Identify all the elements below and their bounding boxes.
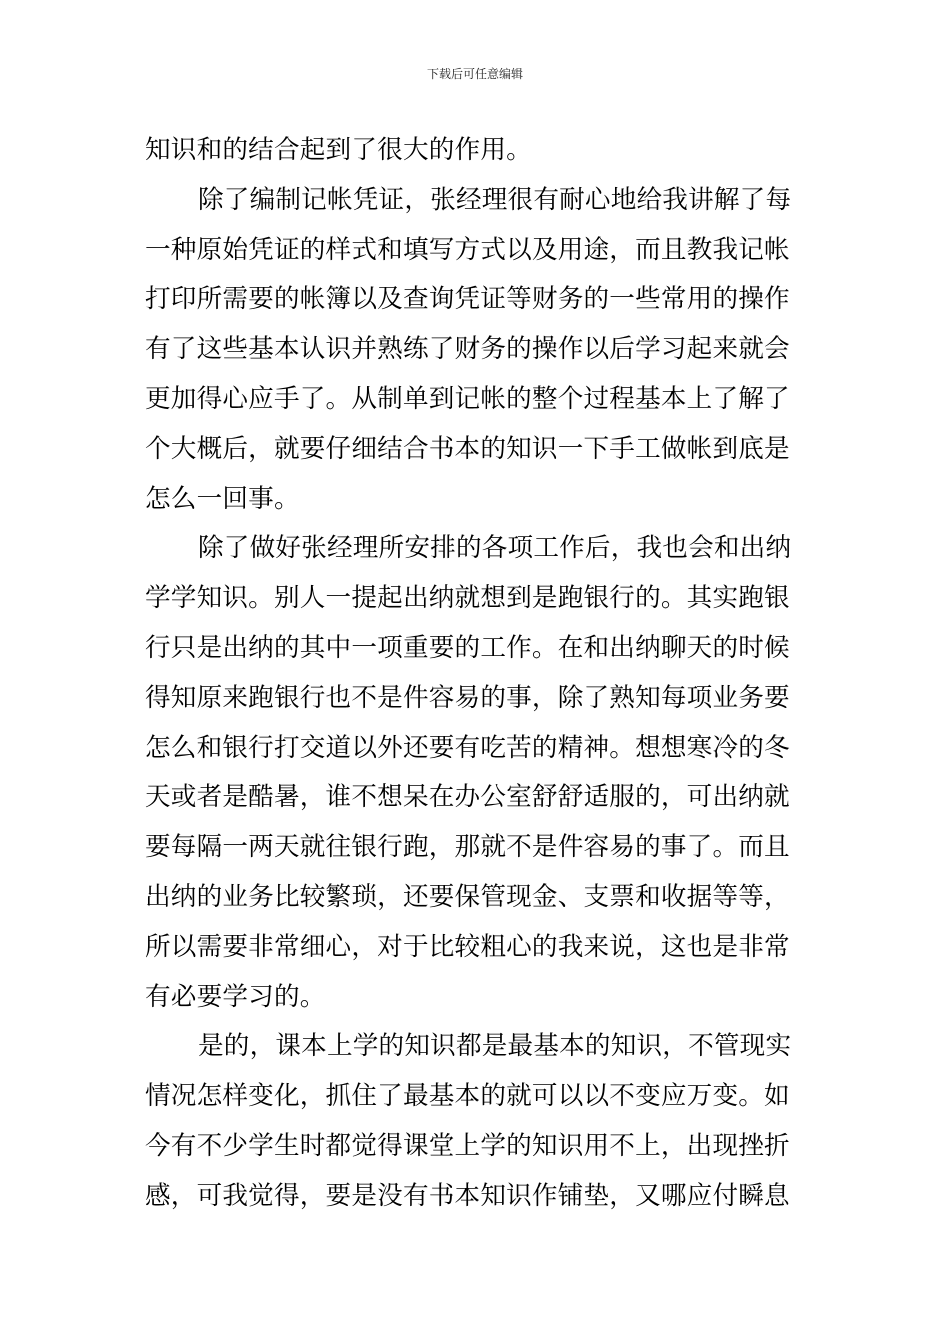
text-line: 一种原始凭证的样式和填写方式以及用途，而且教我记帐 bbox=[145, 234, 790, 265]
text-line: 所以需要非常细心，对于比较粗心的我来说，这也是非常 bbox=[145, 931, 790, 962]
text-line: 知识和的结合起到了很大的作用。 bbox=[145, 135, 532, 165]
text-line: 今有不少学生时都觉得课堂上学的知识用不上，出现挫折 bbox=[145, 1130, 790, 1161]
text-line: 有了这些基本认识并熟练了财务的操作以后学习起来就会 bbox=[145, 334, 790, 365]
text-line: 除了编制记帐凭证，张经理很有耐心地给我讲解了每 bbox=[198, 184, 792, 215]
text-line: 出纳的业务比较繁琐，还要保管现金、支票和收据等等， bbox=[145, 881, 790, 912]
text-line: 是的，课本上学的知识都是最基本的知识，不管现实 bbox=[198, 1031, 792, 1062]
text-line: 情况怎样变化，抓住了最基本的就可以以不变应万变。如 bbox=[145, 1081, 790, 1112]
text-line: 打印所需要的帐簿以及查询凭证等财务的一些常用的操作 bbox=[145, 284, 790, 315]
text-line: 天或者是酷暑，谁不想呆在办公室舒舒适服的，可出纳就 bbox=[145, 782, 790, 813]
paragraph bbox=[145, 1022, 809, 1221]
text-line: 有必要学习的。 bbox=[145, 981, 326, 1012]
text-line: 更加得心应手了。从制单到记帐的整个过程基本上了解了 bbox=[145, 383, 790, 414]
text-line: 学学知识。别人一提起出纳就想到是跑银行的。其实跑银 bbox=[145, 583, 790, 614]
text-line: 行只是出纳的其中一项重要的工作。在和出纳聊天的时候 bbox=[145, 632, 790, 663]
text-line: 除了做好张经理所安排的各项工作后，我也会和出纳 bbox=[198, 533, 792, 564]
text-line: 感，可我觉得，要是没有书本知识作铺垫，又哪应付瞬息 bbox=[145, 1180, 790, 1211]
text-line: 怎么和银行打交道以外还要有吃苦的精神。想想寒冷的冬 bbox=[145, 732, 790, 763]
text-line: 怎么一回事。 bbox=[145, 483, 300, 514]
text-line: 个大概后，就要仔细结合书本的知识一下手工做帐到底是 bbox=[145, 433, 790, 464]
document-body bbox=[145, 126, 809, 1222]
paragraph bbox=[145, 524, 809, 1022]
text-line: 要每隔一两天就往银行跑，那就不是件容易的事了。而且 bbox=[145, 832, 790, 863]
paragraph bbox=[145, 126, 809, 176]
text-line: 得知原来跑银行也不是件容易的事，除了熟知每项业务要 bbox=[145, 682, 790, 713]
page-header: 下载后可任意编辑 bbox=[426, 67, 523, 81]
paragraph bbox=[145, 176, 809, 525]
